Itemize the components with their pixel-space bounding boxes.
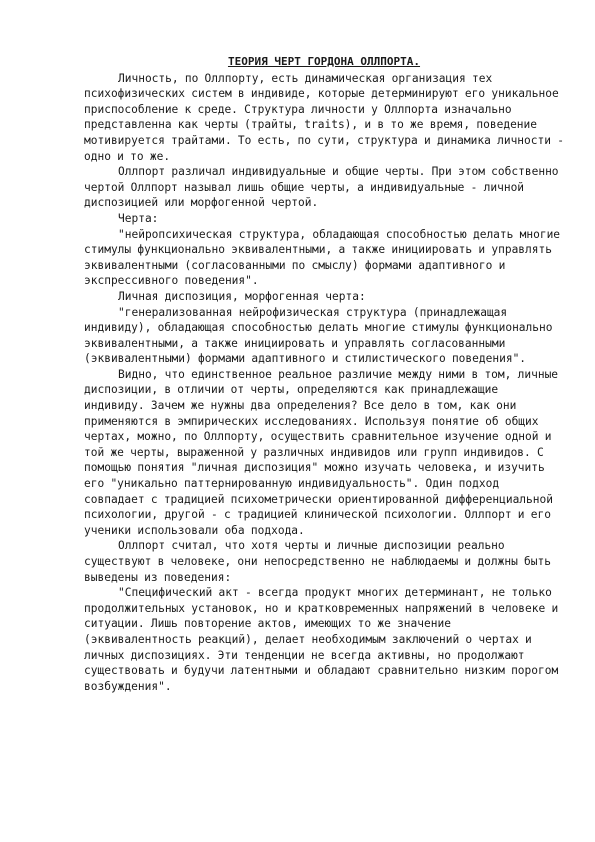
paragraph-disposition-quote: "генерализованная нейрофизическая структура (принадлежащая индивиду), обладающая способностью делать многие стимулы функционально эквивалентными, а также инициировать и управлять согласованными (эквивалентными) формами адаптивного и стилистического поведения". [84,305,553,366]
paragraph-disposition-label: Личная диспозиция, морфогенная черта: [118,289,366,303]
paragraph-specific-act-quote: "Специфический акт - всегда продукт многих детерминант, не только продолжительных установок, но и кратковременных напряжений в человеке и ситуации. Лишь повторение актов, имеющих то же значение (эквивалентность реакций), делает необходимым заключений о чертах и личных диспозициях. Эти тенденции не всегда активны, но продолжают существовать и будучи латентными и обладают сравнительно низким порогом возбуждения". [84,586,559,693]
document-title: ТЕОРИЯ ЧЕРТ ГОРДОНА ОЛЛПОРТА. [227,55,421,68]
paragraph-difference: Видно, что единственное реальное различие между ними в том, личные диспозиции, в отличии от черты, определяются как принадлежащие индивиду. Зачем же нужны два определения? Все дело в том, как они применяются в эмпирических исследованиях. Используя понятие об общих чертах, можно, по Оллпорту, осуществить сравнительное изучение одной и той же черты, выраженной у различных индивидов или групп индивидов. С помощью понятия "личная диспозиция" можно изучать человека, и изучить его "уникально паттернированную индивидуальность". Один подход совпадает с традицией психометрически ориентированной дифференциальной психологии, другой - с традицией клинической психологии. Оллпорт и его ученики использовали оба подхода. [84,367,559,537]
paragraph-individual-common-traits: Оллпорт различал индивидуальные и общие черты. При этом собственно чертой Оллпорт называл лишь общие черты, а индивидуальные - личной диспозицией или морфогенной чертой. [84,165,559,210]
paragraph-observation: Оллпорт считал, что хотя черты и личные диспозиции реально существуют в человеке, они непосредственно не наблюдаемы и должны быть выведены из поведения: [84,539,551,584]
paragraph-trait-quote: "нейропсихическая структура, обладающая способностью делать многие стимулы функционально эквивалентными, а также инициировать и управлять эквивалентными (согласованными по смыслу) формами адаптивного и экспрессивного поведения". [84,227,561,288]
document-body [84,54,564,694]
paragraph-trait-label: Черта: [118,211,159,225]
paragraph-definition: Личность, по Оллпорту, есть динамическая организация тех психофизических систем в индивиде, которые детерминируют его уникальное приспособление к среде. Структура личности у Оллпорта изначально представленна как черты (трайты, traits), и в то же время, поведение мотивируется трайтами. То есть, по сути, структура и динамика личности - одно и то же. [84,71,564,163]
